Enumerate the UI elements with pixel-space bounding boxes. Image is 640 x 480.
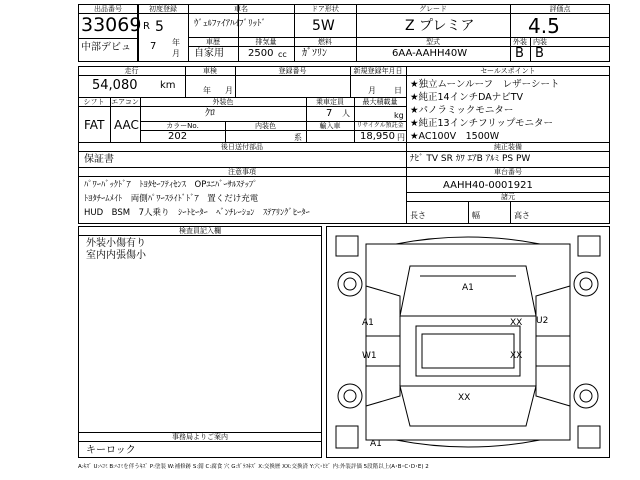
car-diagram	[326, 226, 610, 458]
shift: FAT	[84, 118, 105, 132]
std-equipment-label: 純正装備	[494, 143, 522, 151]
damage-mark-right-front: XX	[510, 318, 523, 328]
damage-mark-roof: A1	[462, 283, 474, 293]
aircon: AAC	[114, 118, 139, 132]
ext-color: ｸﾛ	[205, 108, 215, 119]
damage-mark-bottom-left: A1	[370, 439, 382, 449]
displacement: 2500	[248, 48, 274, 59]
sales-point-4: ★純正13インチフリップモニター	[410, 118, 553, 129]
sales-point-3: ★パノラミックモニター	[410, 105, 514, 116]
sales-point-label: セールスポイント	[480, 67, 536, 75]
model-code: 6AA-AAHH40W	[392, 48, 468, 59]
size-length: 長さ	[410, 211, 426, 220]
doors: 5W	[312, 18, 335, 34]
mileage: 54,080	[92, 78, 138, 93]
capacity: 7	[326, 108, 333, 119]
damage-mark-right-edge: U2	[536, 316, 549, 326]
chassis: AAHH40-0001921	[443, 180, 533, 191]
parts-label: 後日送付部品	[221, 143, 263, 151]
notes-line-2: ﾄﾖﾀﾁｰﾑﾒｲﾄ 両側ﾊﾟﾜｰｽﾗｲﾄﾞﾄﾞｱ 置くだけ充電	[84, 194, 259, 204]
size-width: 幅	[472, 211, 480, 220]
office-label: 事務局よりご案内	[172, 433, 228, 441]
reg-no-label: 登録番号	[278, 67, 307, 75]
damage-mark-rear: XX	[458, 393, 471, 403]
max-load-label: 最大積載量	[362, 98, 398, 106]
car-name-label: 車名	[234, 5, 248, 13]
year: 5	[155, 19, 164, 35]
first-reg-label: 初度登録	[149, 5, 177, 13]
aircon-label: エアコン	[111, 98, 139, 106]
doors-label: ドア形状	[311, 5, 339, 13]
legend: A:ｷｽﾞ U:ﾍｺﾐ B:ﾍｺﾐを伴うｷｽﾞ P:塗装 W:補修跡 S:錆 C:腐食 穴 G:ｶﾞﾗｽｷｽﾞ X:交換歴 XX:交換済 Y:穴･ﾋﾋﾞ 内:外装評価 5段階以上(A･B･C･D･E) 2	[78, 464, 429, 470]
reg-day-unit: 日	[394, 86, 402, 95]
damage-mark-left-front: A1	[362, 318, 374, 328]
kg-unit: kg	[394, 111, 404, 120]
fuel-label: 燃料	[318, 38, 332, 46]
reg-month-unit: 月	[368, 86, 376, 95]
import-label: 輸入車	[319, 122, 341, 130]
capacity-unit: 人	[342, 109, 350, 118]
insp-month-unit: 月	[225, 86, 233, 95]
displacement-label: 排気量	[255, 38, 277, 46]
sales-point-5: ★AC100V 1500W	[410, 131, 500, 142]
model-label: 型式	[426, 38, 440, 46]
score-label: 評価点	[549, 5, 571, 13]
sales-point-1: ★独立ムーンルーフ レザーシート	[410, 79, 560, 90]
usage: 自家用	[194, 48, 224, 59]
inspector-label: 検査員記入欄	[179, 227, 221, 235]
ext-color-label: 外装色	[212, 98, 234, 106]
std-equipment: ﾅﾋﾞ TV SR ｶﾜ ｴｱB ｱﾙﾐ PS PW	[410, 154, 531, 164]
color-no-label: カラーNo.	[166, 122, 199, 130]
size-height: 高さ	[514, 211, 530, 220]
lot-no: 33069	[81, 14, 142, 36]
lot-no-label: 出品番号	[94, 5, 122, 13]
ext-label: 外装	[513, 38, 527, 46]
body-type-label: 車歴	[206, 38, 220, 46]
shift-label: シフト	[83, 98, 105, 106]
size-label: 諸元	[501, 193, 515, 201]
grade-label: グレード	[419, 5, 447, 13]
chassis-label: 車台番号	[494, 168, 522, 176]
damage-mark-right-rear: XX	[510, 351, 523, 361]
year-unit: 年	[172, 38, 180, 47]
warranty: 保証書	[84, 154, 114, 165]
recycle-date-label: 新規登録年月日	[353, 67, 403, 75]
int-label: 内装	[533, 38, 547, 46]
ext-grade: B	[515, 46, 524, 61]
score: 4.5	[528, 14, 560, 38]
month: 7	[150, 41, 157, 52]
sales-point-2: ★純正14インチDAナビTV	[410, 92, 524, 103]
notes-label: 注意事項	[228, 168, 256, 176]
int-grade: B	[535, 46, 544, 61]
recycle-fee: 18,950	[360, 131, 395, 142]
era: R	[143, 21, 150, 32]
car-name: ｳﾞｪﾙﾌｧｲｱﾊｲﾌﾞﾘｯﾄﾞ	[194, 19, 267, 29]
recycle-fee-label: リサイクル預託金	[356, 122, 404, 129]
mileage-label: 走行	[124, 67, 139, 75]
insp-year-unit: 年	[203, 86, 211, 95]
inspector-line-2: 室内内張傷小	[86, 250, 146, 261]
inspection-label: 車検	[203, 67, 217, 75]
km-unit: km	[160, 80, 176, 91]
color-no: 202	[168, 131, 188, 142]
debut: 中部デビュ	[81, 42, 131, 53]
grade: Z プレミア	[405, 18, 475, 34]
color-no-series: 系	[294, 133, 302, 142]
notes-line-1: ﾊﾟﾜｰﾊﾞｯｸﾄﾞｱ ﾄﾖﾀｾｰﾌﾃｨｾﾝｽ OPﾕﾆﾊﾞｰｻﾙｽﾃｯﾌﾟ	[84, 180, 258, 190]
damage-mark-left-rear: W1	[362, 351, 377, 361]
month-unit: 月	[172, 49, 180, 58]
notes-line-3: HUD BSM 7人乗り ｼｰﾄﾋｰﾀｰ ﾍﾞﾝﾁﾚｰｼｮﾝ ｽﾃｱﾘﾝｸﾞﾋｰﾀｰ	[84, 208, 310, 218]
capacity-label: 乗車定員	[316, 98, 344, 106]
fuel: ｶﾞｿﾘﾝ	[302, 48, 327, 59]
office-text: キーロック	[86, 445, 136, 456]
yen-unit: 円	[397, 133, 405, 142]
inspector-line-1: 外装小傷有り	[86, 238, 146, 249]
cc-unit: cc	[278, 50, 287, 59]
int-color-label: 内装色	[255, 122, 276, 130]
